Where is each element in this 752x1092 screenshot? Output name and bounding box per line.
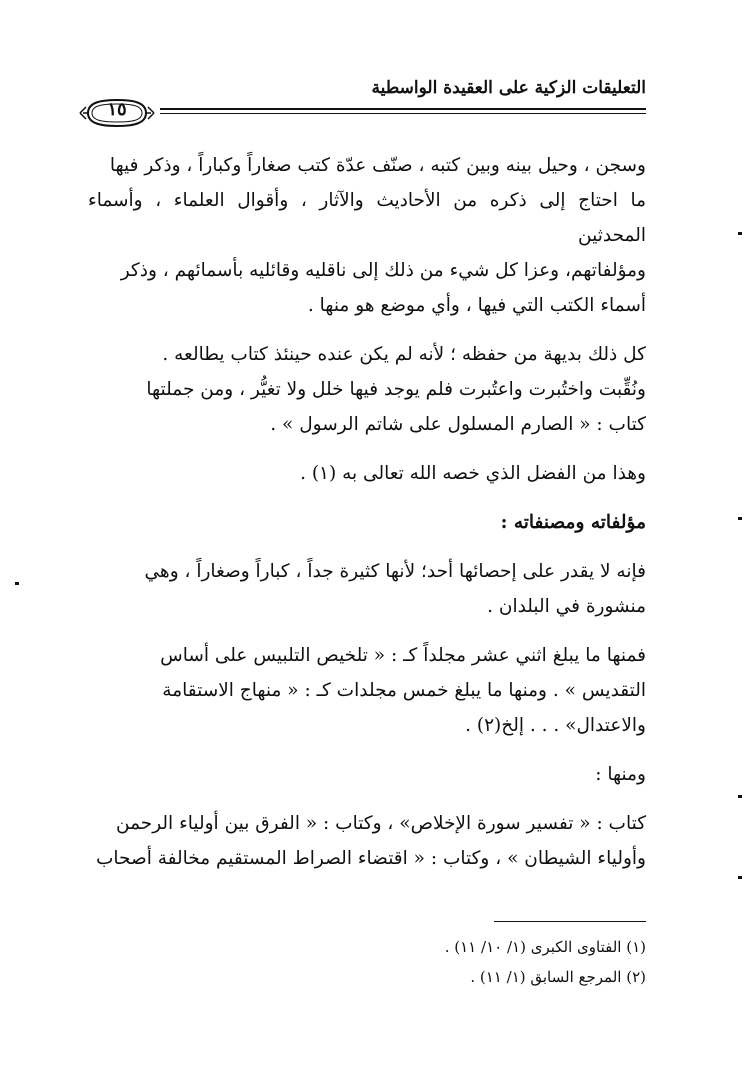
text-line: ونُقِّبت واختُبرت واعتُبرت فلم يوجد فيها خلل ولا تغيُّر ، ومن جملتها	[146, 379, 646, 400]
header-rule	[160, 108, 646, 114]
footnote-rule	[494, 921, 646, 922]
paragraph-2	[88, 337, 646, 442]
text-line: فإنه لا يقدر على إحصائها أحد؛ لأنها كثيرة جداً ، كباراً وصغاراً ، وهي	[144, 561, 646, 582]
text-line: أسماء الكتب التي فيها ، وأي موضع هو منها .	[307, 295, 646, 316]
text-line: ما احتاج إلى ذكره من الأحاديث والآثار ، وأقوال العلماء ، وأسماء المحدثين	[88, 190, 646, 246]
running-title: التعليقات الزكية على العقيدة الواسطية	[371, 78, 646, 98]
text-line: كتاب : « تفسير سورة الإخلاص» ، وكتاب : « الفرق بين أولياء الرحمن	[115, 813, 646, 834]
scan-mark	[15, 582, 19, 585]
text-line: والاعتدال» . . . إلخ(٢) .	[465, 715, 646, 736]
text-line: فمنها ما يبلغ اثني عشر مجلداً كـ : « تلخيص التلبيس على أساس	[160, 645, 646, 666]
scan-mark	[738, 517, 742, 520]
scan-mark	[738, 795, 742, 798]
paragraph-5	[88, 638, 646, 743]
paragraph-3: وهذا من الفضل الذي خصه الله تعالى به (١) .	[300, 463, 646, 484]
footnote-2: (٢) المرجع السابق (١/ ١١) .	[470, 968, 646, 986]
text-line: كل ذلك بديهة من حفظه ؛ لأنه لم يكن عنده حينئذ كتاب يطالعه .	[162, 344, 646, 365]
text-line: وسجن ، وحيل بينه وبين كتبه ، صنّف عدّة كتب صغاراً وكباراً ، وذكر فيها	[109, 155, 646, 176]
text-line: ومؤلفاتهم، وعزا كل شيء من ذلك إلى ناقليه وقائليه بأسمائهم ، وذكر	[120, 260, 646, 281]
section-heading: مؤلفاته ومصنفاته :	[500, 512, 646, 533]
scan-mark	[738, 232, 742, 235]
page-number: ١٥	[107, 99, 127, 120]
text-line: كتاب : « الصارم المسلول على شاتم الرسول » .	[270, 414, 646, 435]
paragraph-7	[88, 806, 646, 876]
footnotes	[300, 932, 646, 992]
paragraph-1	[88, 148, 646, 323]
scan-mark	[738, 876, 742, 879]
paragraph-6: ومنها :	[595, 764, 646, 785]
body-text	[88, 148, 646, 876]
paragraph-4	[88, 554, 646, 624]
footnote-1: (١) الفتاوى الكبرى (١/ ١٠/ ١١) .	[444, 938, 646, 956]
text-line: منشورة في البلدان .	[487, 596, 646, 617]
text-line: التقديس » . ومنها ما يبلغ خمس مجلدات كـ : « منهاج الاستقامة	[162, 680, 646, 701]
text-line: وأولياء الشيطان » ، وكتاب : « اقتضاء الصراط المستقيم مخالفة أصحاب	[95, 848, 646, 869]
